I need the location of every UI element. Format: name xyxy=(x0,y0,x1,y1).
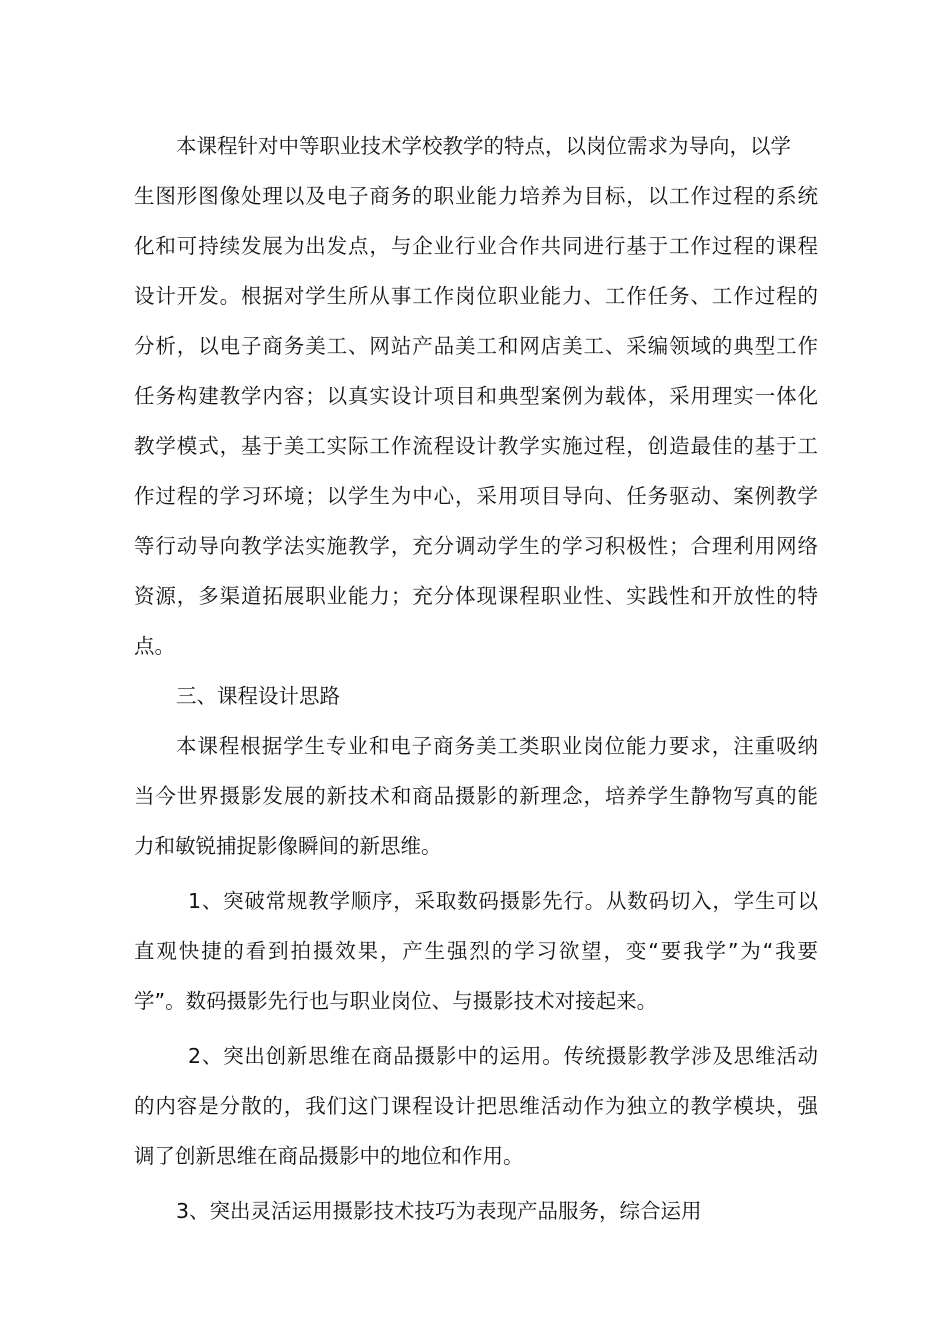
paragraph-line: 本课程根据学生专业和电子商务美工类职业岗位能力要求，注重吸纳 xyxy=(176,734,818,758)
paragraph-line: 教学模式，基于美工实际工作流程设计教学实施过程，创造最佳的基于工 xyxy=(134,434,818,458)
paragraph-line: 本课程针对中等职业技术学校教学的特点，以岗位需求为导向，以学 xyxy=(176,134,791,158)
paragraph-line: 的内容是分散的，我们这门课程设计把思维活动作为独立的教学模块，强 xyxy=(134,1094,818,1118)
paragraph-line: 任务构建教学内容；以真实设计项目和典型案例为载体，采用理实一体化 xyxy=(134,384,818,408)
paragraph-line: 学”。数码摄影先行也与职业岗位、与摄影技术对接起来。 xyxy=(134,989,658,1013)
paragraph-line: 作过程的学习环境；以学生为中心，采用项目导向、任务驱动、案例教学 xyxy=(134,484,818,508)
paragraph-line: 直观快捷的看到拍摄效果，产生强烈的学习欲望，变“要我学”为“我要 xyxy=(134,939,818,963)
paragraph-line: 1、突破常规教学顺序，采取数码摄影先行。从数码切入，学生可以 xyxy=(188,889,818,913)
paragraph-line: 等行动导向教学法实施教学，充分调动学生的学习积极性；合理利用网络 xyxy=(134,534,818,558)
paragraph-line: 分析，以电子商务美工、网站产品美工和网店美工、采编领域的典型工作 xyxy=(134,334,818,358)
paragraph-line: 设计开发。根据对学生所从事工作岗位职业能力、工作任务、工作过程的 xyxy=(134,284,818,308)
paragraph-line: 化和可持续发展为出发点，与企业行业合作共同进行基于工作过程的课程 xyxy=(134,234,818,258)
section-heading: 三、课程设计思路 xyxy=(176,684,340,708)
paragraph-line: 生图形图像处理以及电子商务的职业能力培养为目标，以工作过程的系统 xyxy=(134,184,818,208)
paragraph-line: 3、突出灵活运用摄影技术技巧为表现产品服务，综合运用 xyxy=(176,1199,702,1223)
paragraph-line: 资源，多渠道拓展职业能力；充分体现课程职业性、实践性和开放性的特 xyxy=(134,584,818,608)
paragraph-line: 当今世界摄影发展的新技术和商品摄影的新理念，培养学生静物写真的能 xyxy=(134,784,818,808)
paragraph-line: 点。 xyxy=(134,634,175,658)
paragraph-line: 力和敏锐捕捉影像瞬间的新思维。 xyxy=(134,834,442,858)
paragraph-line: 2、突出创新思维在商品摄影中的运用。传统摄影教学涉及思维活动 xyxy=(188,1044,818,1068)
paragraph-line: 调了创新思维在商品摄影中的地位和作用。 xyxy=(134,1144,524,1168)
